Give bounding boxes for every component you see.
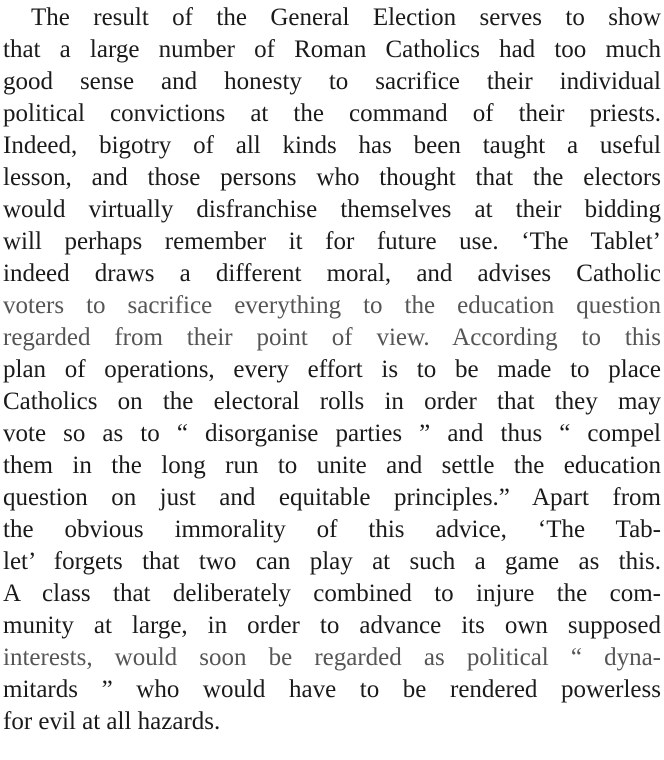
paragraph-line-21: interests, would soon be regarded as political “ dyna-	[3, 644, 661, 671]
paragraph-line-10: voters to sacrifice everything to the education question	[3, 292, 661, 319]
paragraph-line-16: question on just and equitable principles.” Apart from	[3, 484, 661, 511]
paragraph-line-18: let’ forgets that two can play at such a game as this.	[3, 548, 661, 575]
paragraph-line-17: the obvious immorality of this advice, ‘The Tab-	[3, 516, 661, 543]
paragraph-line-9: indeed draws a different moral, and advises Catholic	[3, 260, 661, 287]
paragraph-line-14: vote so as to “ disorganise parties ” and thus “ compel	[3, 420, 661, 447]
paragraph-line-11: regarded from their point of view. According to this	[3, 324, 661, 351]
paragraph-line-6: lesson, and those persons who thought that the electors	[3, 164, 661, 191]
paragraph-line-1: The result of the General Election serves to show	[31, 4, 661, 31]
paragraph-line-19: A class that deliberately combined to injure the com-	[3, 580, 661, 607]
paragraph-line-2: that a large number of Roman Catholics had too much	[3, 36, 661, 63]
paragraph-line-4: political convictions at the command of their priests.	[3, 100, 661, 127]
paragraph-line-22: mitards ” who would have to be rendered powerless	[3, 676, 661, 703]
paragraph-line-3: good sense and honesty to sacrifice their individual	[3, 68, 661, 95]
paragraph-line-13: Catholics on the electoral rolls in order that they may	[3, 388, 661, 415]
paragraph-line-20: munity at large, in order to advance its own supposed	[3, 612, 661, 639]
paragraph-line-23: for evil at all hazards.	[3, 708, 221, 735]
paragraph-line-12: plan of operations, every effort is to be made to place	[3, 356, 661, 383]
paragraph-line-15: them in the long run to unite and settle the education	[3, 452, 661, 479]
paragraph-line-7: would virtually disfranchise themselves at their bidding	[3, 196, 661, 223]
paragraph-line-8: will perhaps remember it for future use. ‘The Tablet’	[3, 228, 661, 255]
paragraph-line-5: Indeed, bigotry of all kinds has been taught a useful	[3, 132, 661, 159]
